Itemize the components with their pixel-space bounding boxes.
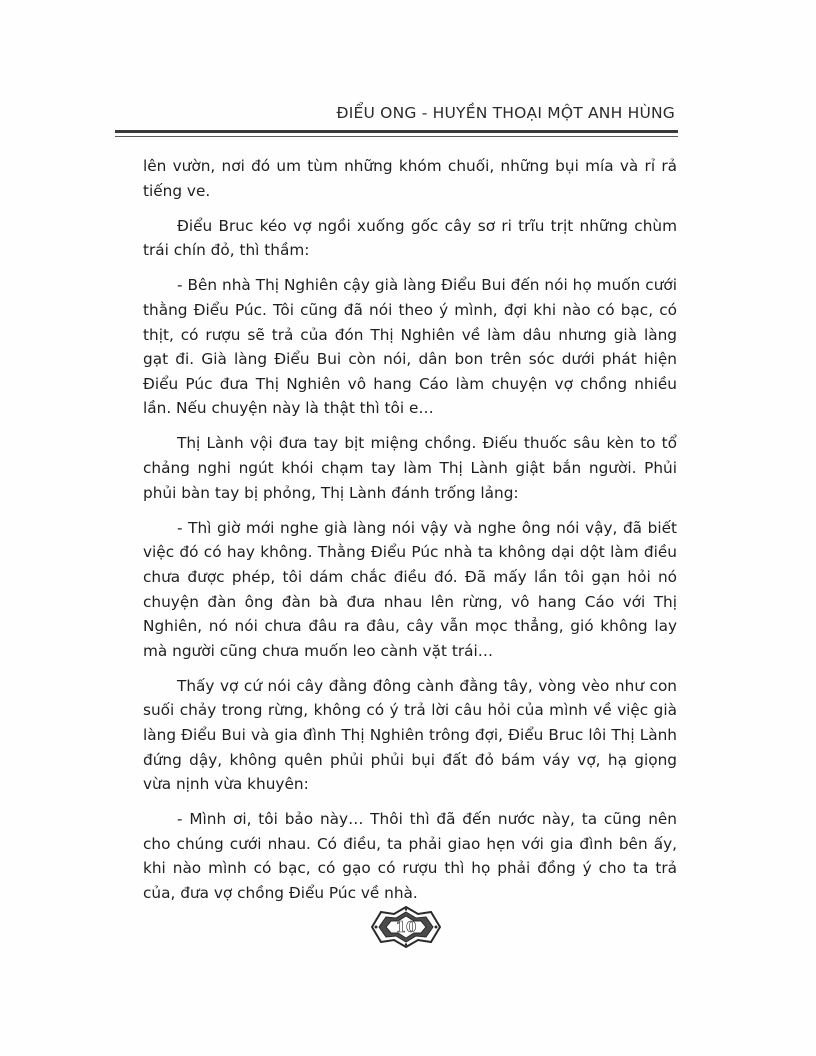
running-header-title: ĐIỂU ONG - HUYỀN THOẠI MỘT ANH HÙNG <box>336 104 675 122</box>
paragraph-3: - Bên nhà Thị Nghiên cậy già làng Điểu Bui đến nói họ muốn cưới thằng Điểu Púc. Tôi cũng đã nói theo ý mình, đợi khi nào có bạc, có thịt, có rượu sẽ trả của đón Thị Nghiên về làm dâu nhưng già làng gạt đi. Già làng Điểu Bui còn nói, dân bon trên sóc dưới phát hiện Điểu Púc đưa Thị Nghiên vô hang Cáo làm chuyện vợ chồng nhiều lần. Nếu chuyện này là thật thì tôi e… <box>143 276 677 418</box>
page-number: 10 <box>395 918 417 936</box>
header-rule-thin <box>115 136 678 137</box>
paragraph-1: lên vườn, nơi đó um tùm những khóm chuối, những bụi mía và rỉ rả tiếng ve. <box>143 157 677 200</box>
paragraph-6: Thấy vợ cứ nói cây đằng đông cành đằng tây, vòng vèo như con suối chảy trong rừng, không có ý trả lời câu hỏi của mình về việc già làng Điểu Bui và gia đình Thị Nghiên trông đợi, Điểu Bruc lôi Thị Lành đứng dậy, không quên phủi phủi bụi đất đỏ bám váy vợ, hạ giọng vừa nịnh vừa khuyên: <box>143 676 677 794</box>
paragraph-4: Thị Lành vội đưa tay bịt miệng chồng. Điếu thuốc sâu kèn to tổ chảng nghi ngút khói chạm tay làm Thị Lành giật bắn người. Phủi phủi bàn tay bị phỏng, Thị Lành đánh trống lảng: <box>143 434 677 502</box>
paragraph-7: - Mình ơi, tôi bảo này… Thôi thì đã đến nước này, ta cũng nên cho chúng cưới nhau. Có điều, ta phải giao hẹn với gia đình bên ấy, khi nào mình có bạc, có gạo có rượu thì họ phải đồng ý cho ta trả của, đưa vợ chồng Điểu Púc về nhà. <box>143 810 677 903</box>
paragraph-5: - Thì giờ mới nghe già làng nói vậy và nghe ông nói vậy, đã biết việc đó có hay không. Thằng Điểu Púc nhà ta không dại dột làm điều chưa được phép, tôi dám chắc điều đó. Đã mấy lần tôi gạn hỏi nó chuyện đàn ông đàn bà đưa nhau lên rừng, vô hang Cáo với Thị Nghiên, nó nói chưa đâu ra đâu, cây vẫn mọc thẳng, gió không lay mà người cũng chưa muốn leo cành vặt trái… <box>143 518 677 660</box>
header-rule-thick <box>115 130 678 133</box>
paragraph-2: Điểu Bruc kéo vợ ngồi xuống gốc cây sơ ri trĩu trịt những chùm trái chín đỏ, thì thầm: <box>143 216 677 260</box>
body-text <box>143 154 677 916</box>
